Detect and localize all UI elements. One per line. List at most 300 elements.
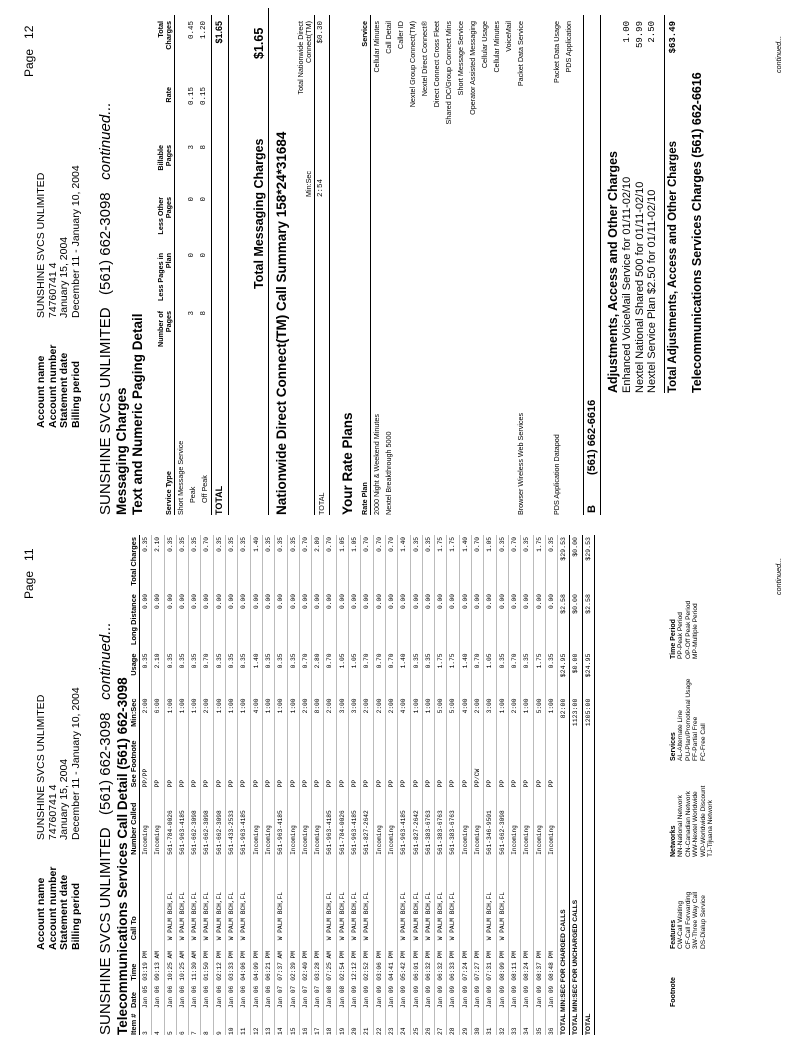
adjustment-row <box>646 15 659 393</box>
table-cell: 06:01 PM <box>410 940 422 980</box>
rate-plan-row <box>383 15 395 515</box>
table-cell: 0.70 <box>299 535 311 592</box>
table-cell: Jan 09 <box>349 981 361 1008</box>
table-cell: Incoming <box>262 787 274 854</box>
table-cell: 5 <box>164 1008 176 1035</box>
table-cell: PP <box>410 733 422 788</box>
table-cell: Jan 06 <box>164 981 176 1008</box>
totals-total: $29.53 <box>558 535 570 592</box>
table-cell: 0.70 <box>508 652 520 697</box>
paging-cell: 3 <box>188 145 196 150</box>
table-cell: 8 <box>201 1008 213 1035</box>
table-cell: 0.35 <box>140 535 152 592</box>
table-cell: 0.35 <box>189 652 201 697</box>
adjustment-desc: Nextel Service Plan $2.50 for 01/11-02/10 <box>646 189 658 393</box>
table-cell: 0.35 <box>275 652 287 697</box>
rate-plan-row <box>563 15 575 515</box>
table-cell: 0.00 <box>361 592 373 651</box>
table-cell: 561-383-6763 <box>435 787 447 854</box>
paging-cell: 0 <box>188 253 196 258</box>
table-cell: 561-963-4185 <box>349 787 361 854</box>
paging-group: Short Message Service <box>176 440 185 515</box>
total-messaging-label: Total Messaging Charges <box>252 138 266 289</box>
table-cell: Jan 06 <box>238 981 250 1008</box>
paging-cell: 0 <box>188 197 196 202</box>
table-row <box>349 535 361 1035</box>
table-cell: 9 <box>213 1008 225 1035</box>
totals-ld: $0.00 <box>570 592 582 651</box>
rate-plan-service: Packet Data Service <box>516 21 525 87</box>
table-cell: Incoming <box>312 787 324 854</box>
totals-usage: $0.00 <box>570 652 582 697</box>
table-row <box>312 535 324 1035</box>
table-cell: 08:09 PM <box>496 940 508 980</box>
rate-plan-service: Nextel Direct Connect® <box>420 21 429 97</box>
table-cell: 0.70 <box>361 652 373 697</box>
table-row <box>275 535 287 1035</box>
table-cell: Jan 09 <box>422 981 434 1008</box>
adjustments-total-row: Total Adjustments, Access and Other Charges $63.49 <box>664 15 681 393</box>
table-cell <box>250 855 262 940</box>
rate-plan-row <box>479 15 491 515</box>
table-cell <box>312 855 324 940</box>
table-cell: W PALM BCH,FL <box>484 855 496 940</box>
rate-plan-service: Short Message Service <box>456 21 465 96</box>
table-cell: PP <box>435 733 447 788</box>
table-cell: Jan 06 <box>152 981 164 1008</box>
table-cell: Jan 07 <box>299 981 311 1008</box>
table-cell: 3:00 <box>336 697 348 733</box>
table-cell: W PALM BCH,FL <box>435 855 447 940</box>
totals-ld: $2.58 <box>558 592 570 651</box>
table-cell: PP <box>262 733 274 788</box>
table-cell: Jan 09 <box>435 981 447 1008</box>
table-cell: 1.05 <box>484 652 496 697</box>
table-cell: 14 <box>275 1008 287 1035</box>
rate-plan-service: PDS Application <box>564 21 573 73</box>
table-cell: PP <box>324 733 336 788</box>
table-cell: 0.00 <box>459 592 471 651</box>
paging-cell: 1.20 <box>200 21 208 40</box>
table-cell: 2:00 <box>508 697 520 733</box>
adjustment-row <box>634 15 647 393</box>
table-cell <box>459 855 471 940</box>
table-cell: Jan 09 <box>472 981 484 1008</box>
table-cell: Incoming <box>472 787 484 854</box>
table-row <box>189 535 201 1035</box>
table-cell: 0.00 <box>312 592 324 651</box>
table-cell: W PALM BCH,FL <box>176 855 188 940</box>
table-cell: 0.00 <box>336 592 348 651</box>
table-cell: 0.00 <box>533 592 545 651</box>
totals-row <box>558 535 570 1035</box>
table-cell: 6 <box>176 1008 188 1035</box>
table-cell: 2:00 <box>373 697 385 733</box>
table-cell: 0.35 <box>164 652 176 697</box>
totals-minsec: 1123:00 <box>570 697 582 733</box>
table-cell: 5:00 <box>447 697 459 733</box>
table-cell: 0.35 <box>226 652 238 697</box>
table-cell: 34 <box>521 1008 533 1035</box>
table-cell: 2.10 <box>152 652 164 697</box>
table-cell: 23 <box>385 1008 397 1035</box>
table-cell: 1.75 <box>533 535 545 592</box>
table-cell: 0.70 <box>385 535 397 592</box>
col-long-distance: Long Distance <box>130 592 140 651</box>
table-cell: 0.00 <box>349 592 361 651</box>
table-cell: 19 <box>336 1008 348 1035</box>
table-cell: 36 <box>545 1008 557 1035</box>
page-number: Page 12 <box>22 25 36 77</box>
table-cell: 15 <box>287 1008 299 1035</box>
table-cell: 0.70 <box>508 535 520 592</box>
table-cell: Jan 06 <box>201 981 213 1008</box>
table-row <box>410 535 422 1035</box>
table-cell: 2:00 <box>140 697 152 733</box>
table-row <box>213 535 225 1035</box>
table-cell: 04:41 PM <box>385 940 397 980</box>
table-cell: PP <box>545 733 557 788</box>
table-cell: W PALM BCH,FL <box>496 855 508 940</box>
table-cell: 0.00 <box>226 592 238 651</box>
table-cell: 05:42 PM <box>398 940 410 980</box>
table-row <box>262 535 274 1035</box>
table-cell: PP <box>459 733 471 788</box>
rate-plan-row <box>407 15 419 515</box>
table-cell <box>140 855 152 940</box>
table-cell: 561-963-4185 <box>176 787 188 854</box>
totals-total: $29.53 <box>582 535 594 592</box>
table-cell: 0.35 <box>496 652 508 697</box>
table-cell: PP <box>287 733 299 788</box>
table-cell: PP <box>201 733 213 788</box>
table-cell: 0.00 <box>484 592 496 651</box>
rate-plan-service: VoiceMail <box>504 21 513 52</box>
table-cell: 08:48 PM <box>545 940 557 980</box>
table-cell: 561-662-3098 <box>201 787 213 854</box>
paging-row <box>187 15 199 515</box>
table-row <box>361 535 373 1035</box>
table-cell: 04:09 PM <box>250 940 262 980</box>
messaging-title: Messaging Charges <box>114 387 129 515</box>
table-cell: 1.75 <box>447 535 459 592</box>
rate-plan-service: Cellular Minutes <box>372 21 381 73</box>
rate-plan-name: Nextel Breakthrough 5000 <box>384 431 393 515</box>
table-row <box>398 535 410 1035</box>
table-cell: 0.00 <box>250 592 262 651</box>
table-cell: PP <box>226 733 238 788</box>
table-cell <box>533 855 545 940</box>
table-cell <box>152 855 164 940</box>
table-cell: 0.35 <box>287 535 299 592</box>
table-cell: PP <box>312 733 324 788</box>
rate-plan-row <box>371 15 383 515</box>
rate-plan-service: Operator Assisted Messaging <box>468 21 477 115</box>
table-cell: 561-963-4185 <box>324 787 336 854</box>
table-cell: 1.05 <box>349 535 361 592</box>
statement-page-11: Page 11 Account nameSUNSHINE SVCS UNLIMITED Account number74760741 4 Statement dateJanuary 15, 2004 Billing periodDecember 11 - January 10, 2004 SUNSHINE SVCS UNLIMITED (561) 662-3098 continued... Telecommunications Services Call Detail (561) 662-3098 Item # Date Time Call To Number Called See Footnote Min:Sec Usage Long Distance Total Charges 3 Jan 05 03:19 PM Incoming PP/PP 2:00 0.35 0.00 0.35 4 Jan 06 09:13 AM Incoming PP 6:00 2.10 0.00 2.10 5 Jan 06 10:25 AM W PALM BCH,FL 561-784-0026 PP 1:00 0.35 0.00 0.35 6 Jan 06 10:25 AM W PALM BCH,FL 561-963-4185 PP 1:00 0.35 0.00 0.35 7 Jan 06 11:30 AM W PALM BCH,FL 561-662-3098 PP 1:00 0.35 0.00 0.35 8 Jan 06 01:50 PM W PALM BCH,FL 561-662-3098 PP 2:00 0.70 0.00 0.70 9 Jan 06 02:12 PM W PALM BCH,FL 561-662-3098 PP 1:00 0.35 0.00 0.35 10 Jan 06 03:33 PM W PALM BCH,FL 561-433-2533 PP 1:00 0.35 0.00 0.35 11 Jan 06 04:06 PM W PALM BCH,FL 561-963-4185 PP 1:00 0.35 0.00 0.35 12 Jan 06 04:09 PM Incoming PP 4:00 1.40 0.00 1.40 13 Jan 06 06:21 PM Incoming PP 1:00 0.35 0.00 0.35 14 Jan 07 07:37 AM W PALM BCH,FL 561-963-4185 PP 1:00 0.35 0.00 0.35 15 Jan 07 02:39 PM Incoming PP 1:00 0.35 0.00 0.35 16 Jan 07 02:40 PM Incoming PP 2:00 0.70 0.00 0.70 17 Jan 07 03:28 PM Incoming PP 8:00 2.80 0.00 2.80 18 Jan 08 07:25 AM W PALM BCH,FL 561-963-4185 PP 2:00 0.70 0.00 0.70 19 Jan 08 02:54 PM W PALM BCH,FL 561-784-0026 PP 3:00 1.05 0.00 1.05 20 Jan 09 12:12 PM W PALM BCH,FL 561-963-4185 PP 3:00 1.05 0.00 1.05 21 Jan 09 02:52 PM W PALM BCH,FL 561-827-2642 PP 2:00 0.70 0.00 0.70 22 Jan 09 03:06 PM Incoming PP 2:00 0.70 0.00 0.70 23 Jan 09 04:41 PM Incoming PP 2:00 0.70 0.00 0.70 24 Jan 09 05:42 PM W PALM BCH,FL 561-963-4185 PP 4:00 1.40 0.00 1.40 25 Jan 09 06:01 PM W PALM BCH,FL 561-827-2642 PP 1:00 0.35 0.00 0.35 26 Jan 09 06:32 PM W PALM BCH,FL 561-383-6763 PP 1:00 0.35 0.00 0.35 27 Jan 09 06:32 PM W PALM BCH,FL 561-383-6763 PP 5:00 1.75 0.00 1.75 28 Jan 09 06:33 PM W PALM BCH,FL 561-383-6763 PP 5:00 1.75 0.00 1.75 29 Jan 09 07:24 PM Incoming PP 4:00 1.40 0.00 1.40 30 Jan 09 07:27 PM Incoming PP/CW 2:00 0.70 0.00 0.70 31 Jan 09 07:31 PM W PALM BCH,FL 561-346-9501 PP 3:00 1.05 0.00 1.05 32 Jan 09 08:09 PM W PALM BCH,FL 561-662-3098 PP 1:00 0.35 0.00 0.35 33 Jan 09 08:11 PM Incoming PP 2:00 0.70 0.00 0.70 34 Jan 09 08:24 PM Incoming PP 1:00 0.35 0.00 0.35 35 Jan 09 08:37 PM Incoming PP 5:00 1.75 0.00 1.75 36 Jan 09 08:48 PM Incoming PP 1:00 0.35 0.00 0.35 TOTAL MIN:SEC FOR CHARGED CALLS 82:00 $24.95 $2.58 $29.53 TOTAL MIN:SEC FOR UNCHARGED CALLS 1123:00 $0.00 $0.00 $0.00 TOTAL 1205:00 $24.95 $2.58 $29.53 Footnote Features CW-Call Waiting CF-Call Forwarding 3W-Three Way Call DS-Dialup Service Networks NN-National Network CN-Canadian Network WW-Nextel Worldwide WD-Worldwide Discount TJ-Tijuana Network Services AL-Alternate Line PU-Plan/Promotional Usage FF-Partial Free FC-Free Call Time Period PP-Peak Period OP-Off Peak Period MP-Multiple Period continued... <box>22 537 783 1035</box>
table-cell: Jan 06 <box>226 981 238 1008</box>
table-cell: 08:37 PM <box>533 940 545 980</box>
table-cell: Jan 07 <box>275 981 287 1008</box>
table-cell: 4:00 <box>398 697 410 733</box>
table-cell: 10:25 AM <box>164 940 176 980</box>
table-cell: Jan 09 <box>447 981 459 1008</box>
table-cell: W PALM BCH,FL <box>164 855 176 940</box>
table-cell: 06:32 PM <box>422 940 434 980</box>
table-cell: 10:25 AM <box>176 940 188 980</box>
rate-plan-row <box>419 15 431 515</box>
call-detail-table <box>130 535 595 1035</box>
table-row <box>472 535 484 1035</box>
table-cell: 0.70 <box>373 535 385 592</box>
table-cell: 1:00 <box>496 697 508 733</box>
table-cell: W PALM BCH,FL <box>410 855 422 940</box>
table-cell: 1:00 <box>213 697 225 733</box>
table-cell: 0.35 <box>176 535 188 592</box>
rate-plan-service: Call Detail <box>384 21 393 54</box>
table-cell: 06:21 PM <box>262 940 274 980</box>
table-cell: Jan 08 <box>336 981 348 1008</box>
table-cell: 17 <box>312 1008 324 1035</box>
table-cell: 0.70 <box>324 652 336 697</box>
phone-b-header: B(561) 662-6616 <box>583 15 601 515</box>
table-cell: 1.75 <box>435 652 447 697</box>
table-cell: 07:31 PM <box>484 940 496 980</box>
rate-plan-row <box>527 15 539 515</box>
table-cell: 0.70 <box>373 652 385 697</box>
table-cell: 0.00 <box>521 592 533 651</box>
totals-minsec: 1205:00 <box>582 697 594 733</box>
paging-cell: Off Peak <box>200 475 209 503</box>
table-cell <box>545 855 557 940</box>
totals-usage: $24.95 <box>582 652 594 697</box>
rate-plan-service: Nextel Group Connect(TM) <box>408 21 417 108</box>
table-cell: Incoming <box>152 787 164 854</box>
table-cell: 0.00 <box>238 592 250 651</box>
table-cell: 1.40 <box>398 652 410 697</box>
rate-plan-name: Browser Wireless Web Services <box>516 412 525 515</box>
page-footer-continued: continued... <box>774 35 783 73</box>
table-cell: Jan 09 <box>496 981 508 1008</box>
table-cell: 03:06 PM <box>373 940 385 980</box>
table-cell: 1.05 <box>336 652 348 697</box>
table-cell: 0.70 <box>385 652 397 697</box>
table-cell: Jan 09 <box>521 981 533 1008</box>
adjustment-amount: 59.99 <box>634 21 645 49</box>
table-cell: 2:00 <box>385 697 397 733</box>
col-minsec: Min:Sec <box>130 697 140 733</box>
table-cell: 0.70 <box>472 535 484 592</box>
table-cell: 0.00 <box>299 592 311 651</box>
table-cell: 0.00 <box>176 592 188 651</box>
table-cell: 0.00 <box>189 592 201 651</box>
table-row <box>496 535 508 1035</box>
table-row <box>299 535 311 1035</box>
table-row <box>533 535 545 1035</box>
rate-plan-row <box>551 15 563 515</box>
table-cell: 1:00 <box>176 697 188 733</box>
table-row <box>152 535 164 1035</box>
table-cell: Jan 08 <box>324 981 336 1008</box>
table-cell: 0.00 <box>201 592 213 651</box>
table-row <box>250 535 262 1035</box>
table-cell <box>287 855 299 940</box>
table-cell: 561-963-4185 <box>398 787 410 854</box>
page-footer-continued: continued... <box>774 557 783 595</box>
table-cell: 0.35 <box>213 652 225 697</box>
table-cell: Incoming <box>533 787 545 854</box>
table-row <box>508 535 520 1035</box>
paging-total-row: TOTAL $1.65 <box>211 15 229 515</box>
table-cell: 2.10 <box>152 535 164 592</box>
table-cell: 8:00 <box>312 697 324 733</box>
table-cell: 02:39 PM <box>287 940 299 980</box>
table-cell: 0.00 <box>262 592 274 651</box>
table-cell: 0.00 <box>496 592 508 651</box>
table-cell: 30 <box>472 1008 484 1035</box>
company-header: SUNSHINE SVCS UNLIMITED (561) 662-3098 continued... <box>97 102 114 515</box>
rate-plans-header: Rate Plan Service <box>358 15 371 515</box>
table-cell: 21 <box>361 1008 373 1035</box>
table-cell: 0.00 <box>422 592 434 651</box>
table-cell: PP <box>422 733 434 788</box>
rate-plan-row <box>539 15 551 515</box>
col-item: Item # <box>130 1008 140 1035</box>
table-cell: 561-963-4185 <box>238 787 250 854</box>
table-cell: 561-662-3098 <box>213 787 225 854</box>
table-cell: 09:13 AM <box>152 940 164 980</box>
rate-plan-service: Packet Data Usage <box>552 21 561 83</box>
table-row <box>324 535 336 1035</box>
col-footnote: See Footnote <box>130 733 140 788</box>
table-cell: 1:00 <box>189 697 201 733</box>
table-cell: PP/CW <box>472 733 484 788</box>
table-cell: 0.70 <box>472 652 484 697</box>
table-cell: 03:19 PM <box>140 940 152 980</box>
table-cell: PP <box>164 733 176 788</box>
table-cell: 1.40 <box>459 652 471 697</box>
col-time: Time <box>130 940 140 980</box>
table-cell: 0.35 <box>238 652 250 697</box>
table-cell: Jan 06 <box>189 981 201 1008</box>
table-cell: 0.00 <box>140 592 152 651</box>
table-cell: PP <box>373 733 385 788</box>
table-cell: PP <box>336 733 348 788</box>
table-cell: 1.75 <box>533 652 545 697</box>
table-cell: 0.70 <box>361 535 373 592</box>
paging-cell: 0.15 <box>200 87 208 106</box>
table-cell: 1.40 <box>250 652 262 697</box>
adjustments-list <box>621 15 659 393</box>
paging-cell: 0 <box>200 253 208 258</box>
table-row <box>447 535 459 1035</box>
table-cell: W PALM BCH,FL <box>226 855 238 940</box>
table-cell: Jan 06 <box>213 981 225 1008</box>
table-cell: 0.35 <box>545 535 557 592</box>
table-row <box>385 535 397 1035</box>
paging-cell: 8 <box>200 311 208 316</box>
table-cell: 04:06 PM <box>238 940 250 980</box>
table-cell: 02:40 PM <box>299 940 311 980</box>
table-cell: Jan 06 <box>250 981 262 1008</box>
table-cell: 0.00 <box>410 592 422 651</box>
totals-row <box>570 535 582 1035</box>
table-row <box>140 535 152 1035</box>
table-cell: Jan 09 <box>361 981 373 1008</box>
table-cell: 1:00 <box>238 697 250 733</box>
table-cell: 0.35 <box>275 535 287 592</box>
table-cell: 561-784-0026 <box>164 787 176 854</box>
table-cell: 561-827-2642 <box>361 787 373 854</box>
table-cell: 0.00 <box>213 592 225 651</box>
table-row <box>422 535 434 1035</box>
table-cell: 07:37 AM <box>275 940 287 980</box>
totals-label: TOTAL <box>582 733 594 1036</box>
totals-ld: $2.58 <box>582 592 594 651</box>
table-cell: 0.35 <box>176 652 188 697</box>
table-cell: 1.05 <box>349 652 361 697</box>
table-cell: 02:54 PM <box>336 940 348 980</box>
rate-plan-service: Cellular Minutes <box>492 21 501 73</box>
table-cell: 0.35 <box>140 652 152 697</box>
rate-plan-service: Shared DC/Group Connect Mins <box>444 21 453 125</box>
adjustment-row <box>621 15 634 393</box>
table-cell: Incoming <box>385 787 397 854</box>
table-cell: Incoming <box>373 787 385 854</box>
table-cell: 02:52 PM <box>361 940 373 980</box>
table-cell: 07:25 AM <box>324 940 336 980</box>
table-cell: 08:24 PM <box>521 940 533 980</box>
table-cell: Jan 07 <box>287 981 299 1008</box>
table-row <box>176 535 188 1035</box>
table-cell: 0.35 <box>287 652 299 697</box>
table-cell: 561-662-3098 <box>189 787 201 854</box>
paging-title: Text and Numeric Paging Detail <box>130 313 145 515</box>
table-cell: 1:00 <box>164 697 176 733</box>
col-call-to: Call To <box>130 855 140 940</box>
table-cell: Incoming <box>140 787 152 854</box>
table-cell: 0.35 <box>238 535 250 592</box>
table-cell: W PALM BCH,FL <box>275 855 287 940</box>
table-cell: 2:00 <box>472 697 484 733</box>
table-cell: 0.70 <box>201 535 213 592</box>
table-cell: W PALM BCH,FL <box>189 855 201 940</box>
statement-page-12 <box>0 0 809 521</box>
table-cell: Jan 09 <box>385 981 397 1008</box>
table-cell: 0.00 <box>164 592 176 651</box>
table-cell: 5:00 <box>435 697 447 733</box>
table-cell: 6:00 <box>152 697 164 733</box>
table-cell: Jan 09 <box>410 981 422 1008</box>
table-cell: 3:00 <box>349 697 361 733</box>
paging-cell: 0 <box>200 197 208 202</box>
table-cell: 2.80 <box>312 535 324 592</box>
table-cell: Incoming <box>287 787 299 854</box>
table-cell: 561-433-2533 <box>226 787 238 854</box>
paging-cell: 3 <box>188 311 196 316</box>
rate-plan-row <box>515 15 527 515</box>
table-cell: 1:00 <box>422 697 434 733</box>
totals-row <box>582 535 594 1035</box>
totals-total: $0.00 <box>570 535 582 592</box>
table-cell: 2:00 <box>201 697 213 733</box>
table-cell: W PALM BCH,FL <box>201 855 213 940</box>
table-cell: 7 <box>189 1008 201 1035</box>
table-cell: 07:24 PM <box>459 940 471 980</box>
totals-usage: $24.95 <box>558 652 570 697</box>
table-cell: 29 <box>459 1008 471 1035</box>
